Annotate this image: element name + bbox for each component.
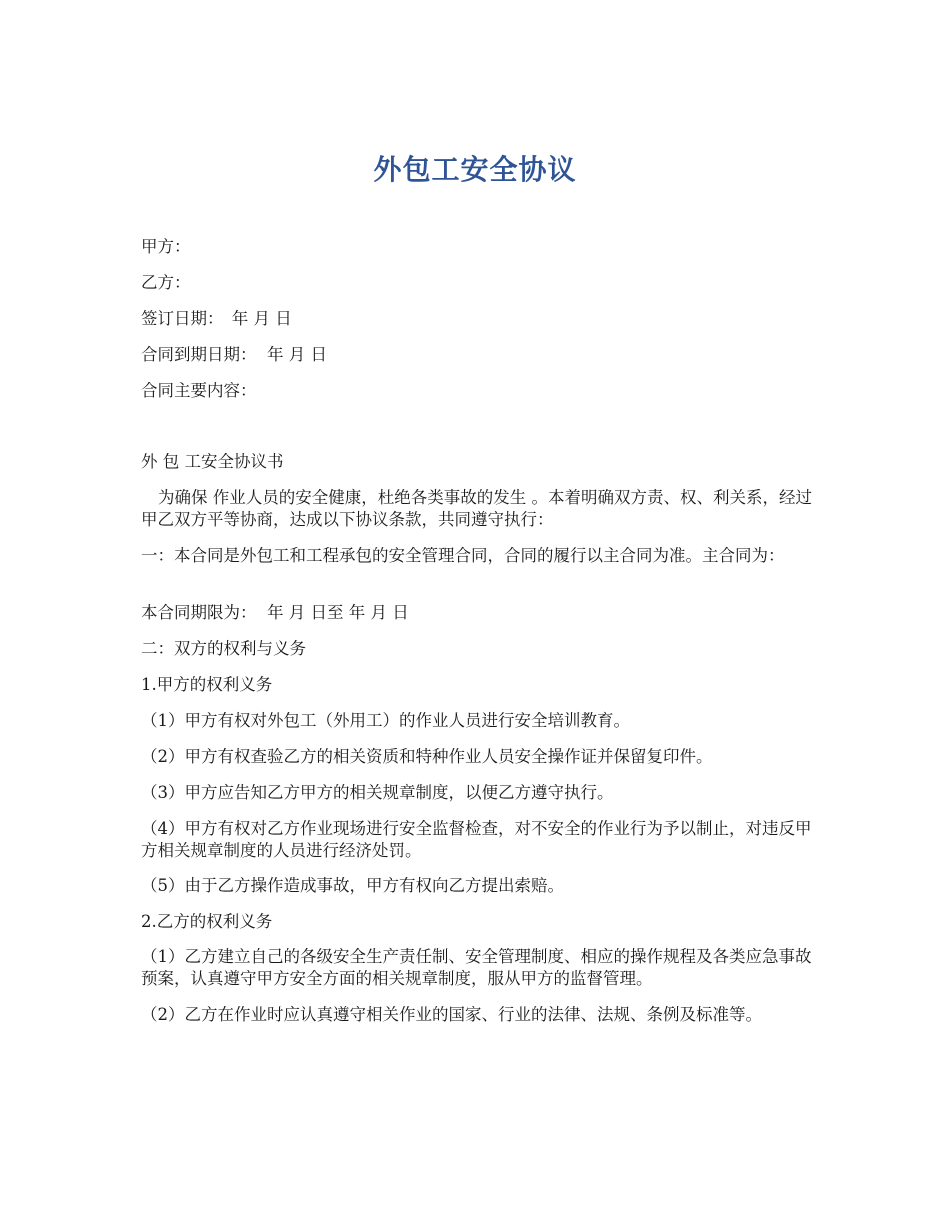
party-a-field: 甲方： [141,237,191,256]
party-b-duties-heading: 2.乙方的权利义务 [141,912,273,931]
party-a-item: （3）甲方应告知乙方甲方的相关规章制度，以便乙方遵守执行。 [141,783,614,802]
party-b-item: （1）乙方建立自己的各级安全生产责任制、安全管理制度、相应的操作规程及各类应急事故预案，认真遵守甲方安全方面的相关规章制度，服从甲方的监督管理。 [141,947,812,988]
expiry-date-field: 合同到期日期： 年 月 日 [141,345,327,364]
clause-one: 一：本合同是外包工和工程承包的安全管理合同，合同的履行以主合同为准。主合同为： [141,546,785,565]
main-content-field: 合同主要内容： [141,381,257,400]
party-a-item: （5）由于乙方操作造成事故，甲方有权向乙方提出索赔。 [141,876,564,895]
agreement-heading: 外 包 工安全协议书 [141,452,284,471]
document-title: 外包工安全协议 [373,153,577,186]
clause-two: 二：双方的权利与义务 [141,639,306,658]
party-a-item: （4）甲方有权对乙方作业现场进行安全监督检查，对不安全的作业行为予以制止，对违反甲方相关规章制度的人员进行经济处罚。 [141,819,812,860]
contract-term: 本合同期限为： 年 月 日至 年 月 日 [141,603,409,622]
party-a-item: （1）甲方有权对外包工（外用工）的作业人员进行安全培训教育。 [141,711,630,730]
party-a-duties-heading: 1.甲方的权利义务 [141,675,273,694]
sign-date-field: 签订日期： 年 月 日 [141,309,292,328]
party-b-field: 乙方： [141,273,191,292]
intro-paragraph: 为确保 作业人员的安全健康，杜绝各类事故的发生 。本着明确双方责、权、利关系，经过甲乙双方平等协商，达成以下协议条款，共同遵守执行： [141,488,812,529]
party-a-item: （2）甲方有权查验乙方的相关资质和特种作业人员安全操作证并保留复印件。 [141,747,713,766]
party-b-item: （2）乙方在作业时应认真遵守相关作业的国家、行业的法律、法规、条例及标准等。 [141,1005,762,1024]
